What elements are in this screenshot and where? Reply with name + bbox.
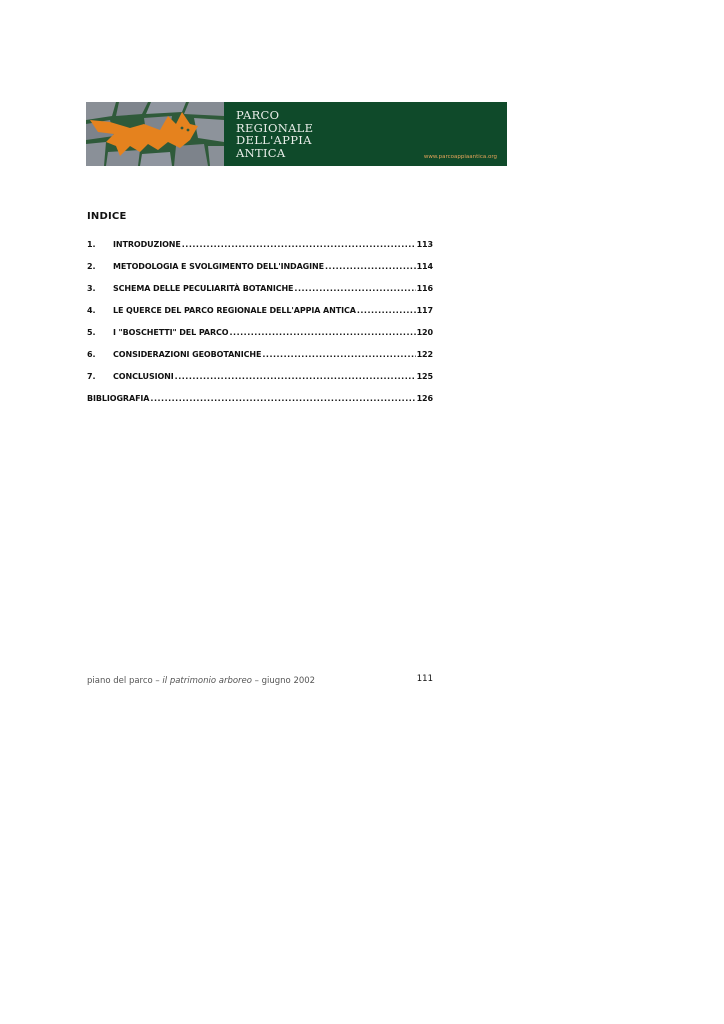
footer-text [87, 676, 315, 686]
toc-entry[interactable] [87, 328, 433, 350]
toc-dot-leader [182, 240, 416, 249]
page-number: 111 [416, 674, 433, 684]
toc-entry-page: 116 [416, 284, 433, 293]
toc-entry-page: 113 [416, 240, 433, 249]
toc-entry[interactable] [87, 394, 433, 416]
footer-suffix: – giugno 2002 [251, 676, 316, 686]
footer-prefix: piano del parco – [87, 676, 163, 686]
banner-url: www.parcoappiaantica.org [423, 154, 497, 160]
toc-entry-number: 2. [87, 262, 96, 271]
toc-entry-number: 3. [87, 284, 96, 293]
header-banner [86, 102, 507, 166]
toc-entry-page: 122 [416, 350, 433, 359]
toc-entry-title: I "BOSCHETTI" DEL PARCO [113, 328, 229, 337]
toc-entry-title: CONSIDERAZIONI GEOBOTANICHE [113, 350, 262, 359]
toc-entry-number: 1. [87, 240, 96, 249]
toc-entry-title: METODOLOGIA E SVOLGIMENTO DELL'INDAGINE [113, 262, 324, 271]
toc-entry-title: SCHEMA DELLE PECULIARITÀ BOTANICHE [113, 284, 294, 293]
toc-entry-number: 4. [87, 306, 96, 315]
toc-dot-leader [357, 306, 416, 315]
toc-entry-number: 5. [87, 328, 96, 337]
toc-entry-page: 114 [416, 262, 433, 271]
banner-title: PARCO REGIONALE DELL'APPIA ANTICA [236, 108, 314, 160]
footer-italic: il patrimonio arboreo [162, 676, 252, 686]
park-logo-mosaic [86, 102, 224, 166]
toc-entry-number: 7. [87, 372, 96, 381]
page-title: INDICE [87, 211, 127, 222]
toc-dot-leader [230, 328, 416, 337]
toc-entry-title: BIBLIOGRAFIA [87, 394, 150, 403]
toc-entry[interactable] [87, 262, 433, 284]
toc-dot-leader [262, 350, 415, 359]
toc-entry-page: 120 [416, 328, 433, 337]
table-of-contents [87, 240, 433, 416]
toc-entry[interactable] [87, 372, 433, 394]
toc-dot-leader [294, 284, 415, 293]
toc-entry-page: 117 [416, 306, 433, 315]
toc-entry-page: 126 [416, 394, 433, 403]
toc-entry[interactable] [87, 284, 433, 306]
toc-entry-title: CONCLUSIONI [113, 372, 174, 381]
toc-entry-number: 6. [87, 350, 96, 359]
toc-dot-leader [325, 262, 416, 271]
toc-entry[interactable] [87, 240, 433, 262]
toc-entry[interactable] [87, 350, 433, 372]
toc-dot-leader [175, 372, 416, 381]
toc-entry-title: LE QUERCE DEL PARCO REGIONALE DELL'APPIA ANTICA [113, 306, 356, 315]
toc-entry-page: 125 [416, 372, 433, 381]
toc-entry-title: INTRODUZIONE [113, 240, 181, 249]
toc-entry[interactable] [87, 306, 433, 328]
toc-dot-leader [150, 394, 415, 403]
